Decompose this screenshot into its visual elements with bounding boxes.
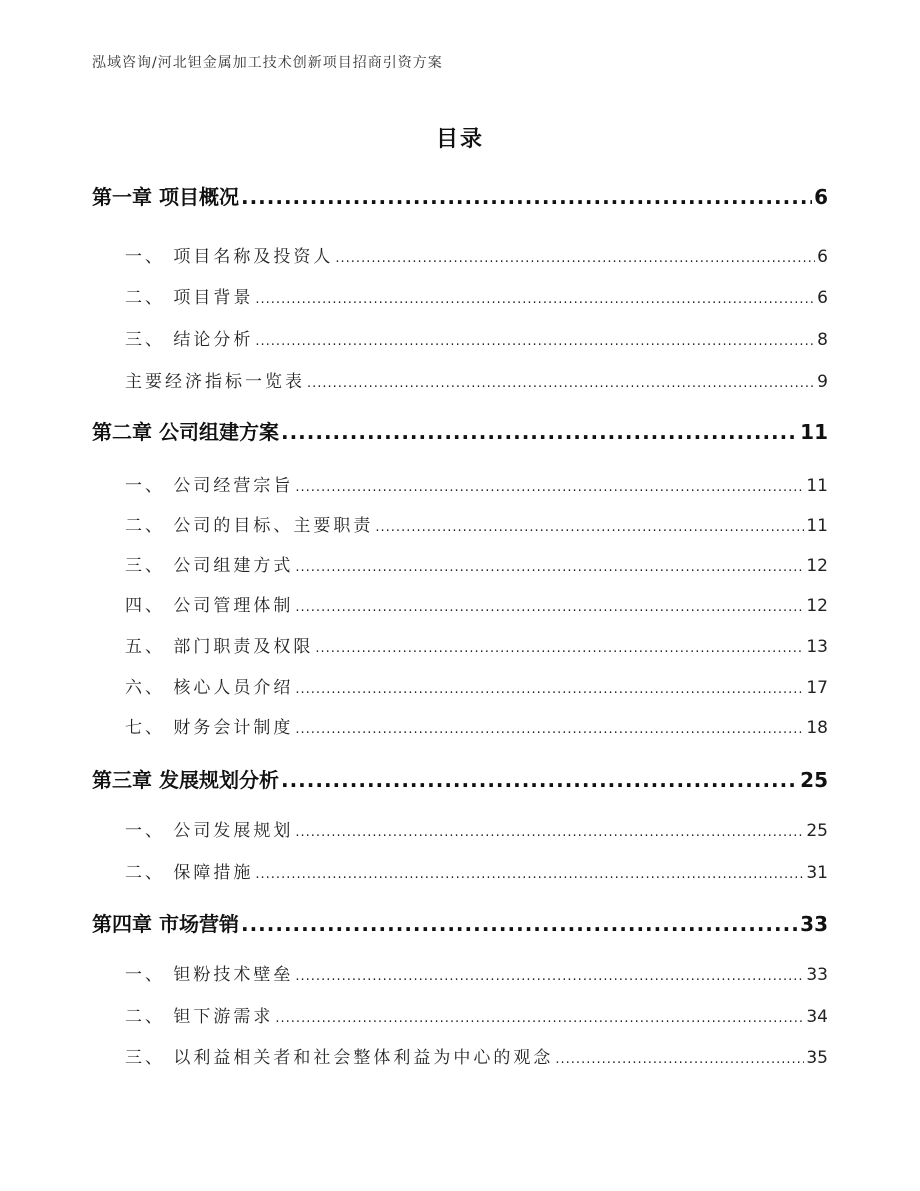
toc-entry-label: 二、 项目背景 [125,288,254,308]
toc-dot-leader [295,473,804,501]
toc-page-number: 12 [806,556,828,576]
toc-dot-leader [295,962,804,990]
toc-dot-leader [295,675,804,703]
toc-page-number: 35 [806,1048,828,1068]
toc-section-entry[interactable] [125,1004,828,1030]
toc-chapter-entry[interactable] [92,419,828,445]
toc-page-number: 11 [800,420,828,444]
toc-dot-leader [295,553,804,581]
toc-page-number: 33 [800,912,828,936]
toc-section-entry[interactable] [125,553,828,579]
toc-page-number: 33 [806,965,828,985]
toc-section-entry[interactable] [125,513,828,539]
toc-entry-label: 三、 公司组建方式 [125,556,294,576]
toc-chapter-entry[interactable] [92,911,828,937]
toc-entry-label: 七、 财务会计制度 [125,718,294,738]
toc-dot-leader [335,244,815,272]
toc-entry-label: 一、 公司经营宗旨 [125,476,294,496]
toc-entry-label: 第四章 市场营销 [92,912,239,936]
toc-dot-leader [295,593,804,621]
toc-page-number: 13 [806,637,828,657]
toc-dot-leader [255,285,815,313]
toc-entry-label: 二、 保障措施 [125,863,254,883]
toc-dot-leader [307,369,815,397]
toc-section-entry[interactable] [125,1045,828,1071]
toc-section-entry[interactable] [125,473,828,499]
toc-page-number: 34 [806,1007,828,1027]
toc-dot-leader [241,184,812,210]
toc-chapter-entry[interactable] [92,184,828,210]
toc-dot-leader [281,767,798,793]
toc-section-entry[interactable] [125,369,828,395]
toc-dot-leader [295,715,804,743]
toc-entry-label: 四、 公司管理体制 [125,596,294,616]
toc-entry-label: 第二章 公司组建方案 [92,420,279,444]
toc-dot-leader [315,634,804,662]
toc-dot-leader [241,911,798,937]
toc-section-entry[interactable] [125,634,828,660]
toc-dot-leader [275,1004,804,1032]
toc-dot-leader [255,327,815,355]
toc-entry-label: 第三章 发展规划分析 [92,768,279,792]
toc-section-entry[interactable] [125,818,828,844]
toc-dot-leader [295,818,804,846]
toc-entry-label: 一、 公司发展规划 [125,821,294,841]
toc-page-number: 6 [817,247,828,267]
toc-dot-leader [555,1045,804,1073]
toc-section-entry[interactable] [125,327,828,353]
toc-section-entry[interactable] [125,860,828,886]
toc-entry-label: 一、 项目名称及投资人 [125,247,334,267]
toc-section-entry[interactable] [125,715,828,741]
toc-dot-leader [375,513,804,541]
toc-entry-label: 五、 部门职责及权限 [125,637,314,657]
toc-section-entry[interactable] [125,244,828,270]
toc-page-number: 11 [806,516,828,536]
toc-section-entry[interactable] [125,675,828,701]
toc-entry-label: 六、 核心人员介绍 [125,678,294,698]
toc-page-number: 18 [806,718,828,738]
toc-page-number: 12 [806,596,828,616]
toc-entry-label: 三、 以利益相关者和社会整体利益为中心的观念 [125,1048,554,1068]
running-header: 泓域咨询/河北钽金属加工技术创新项目招商引资方案 [92,55,443,71]
toc-page-number: 6 [817,288,828,308]
toc-section-entry[interactable] [125,285,828,311]
toc-page-number: 25 [806,821,828,841]
toc-page-number: 11 [806,476,828,496]
toc-section-entry[interactable] [125,962,828,988]
toc-page-number: 17 [806,678,828,698]
page-title: 目录 [435,127,484,152]
toc-dot-leader [281,419,798,445]
toc-page-number: 9 [817,372,828,392]
toc-page-number: 25 [800,768,828,792]
toc-chapter-entry[interactable] [92,767,828,793]
toc-entry-label: 二、 钽下游需求 [125,1007,274,1027]
toc-section-entry[interactable] [125,593,828,619]
toc-page-number: 6 [814,185,828,209]
toc-entry-label: 二、 公司的目标、主要职责 [125,516,374,536]
toc-page-number: 31 [806,863,828,883]
toc-entry-label: 一、 钽粉技术壁垒 [125,965,294,985]
toc-entry-label: 主要经济指标一览表 [125,372,305,392]
toc-entry-label: 三、 结论分析 [125,330,254,350]
toc-dot-leader [255,860,804,888]
toc-page-number: 8 [817,330,828,350]
toc-entry-label: 第一章 项目概况 [92,185,239,209]
